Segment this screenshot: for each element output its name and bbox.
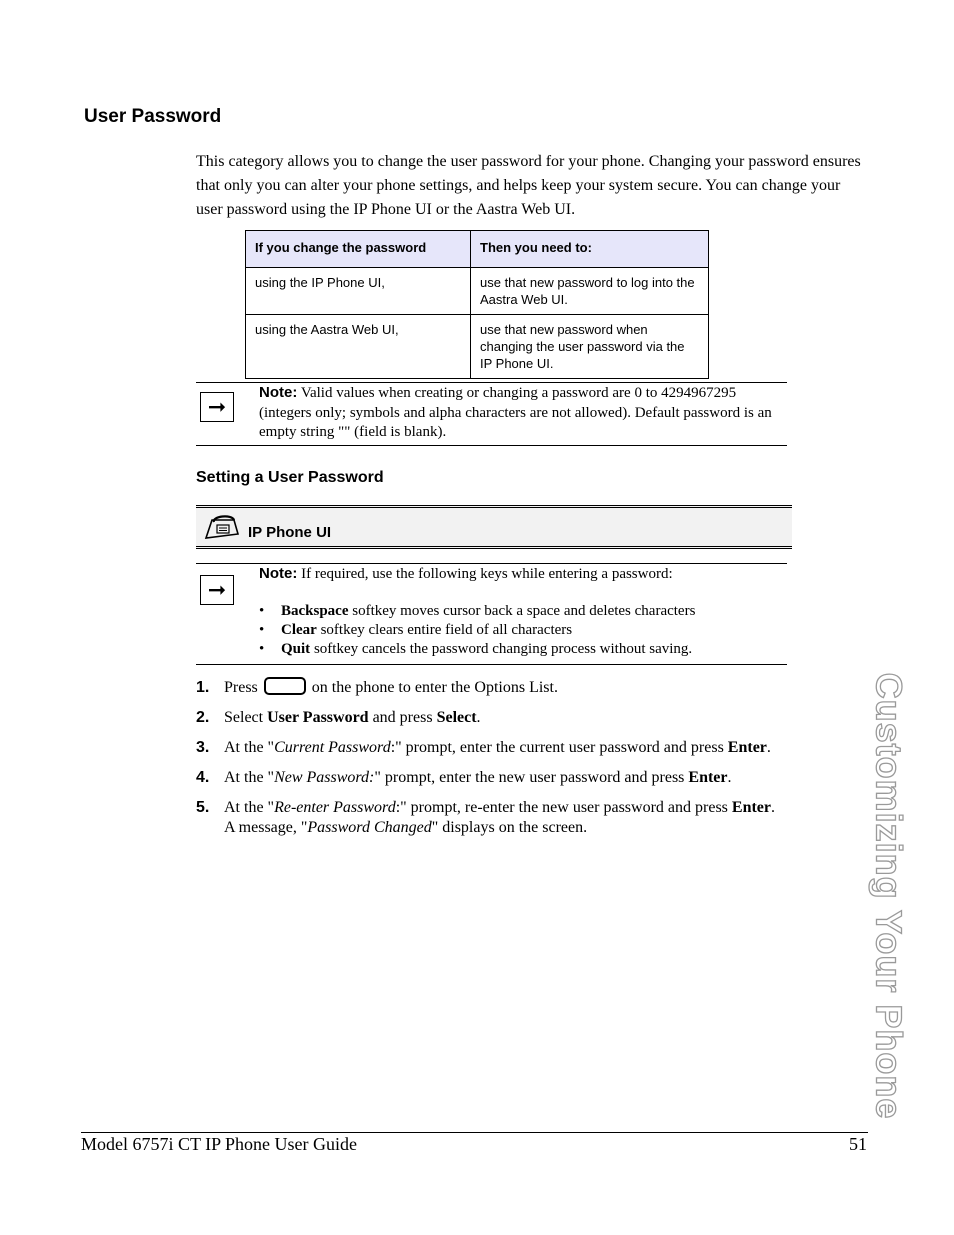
- step-text: At the ": [224, 769, 275, 786]
- step-prompt: Re-enter Password: [274, 799, 396, 816]
- intro-paragraph: This category allows you to change the user password for your phone. Changing your password ensures that only you can alter your phone settings, and helps keep your system secure. You can change your user password using the IP Phone UI or the Aastra Web UI.: [196, 153, 861, 218]
- ip-phone-ui-label: IP Phone UI: [248, 524, 332, 541]
- step-text: Press: [224, 679, 258, 696]
- note-box-password-values: [196, 382, 787, 446]
- note-text: [259, 383, 777, 443]
- list-item: [259, 602, 777, 621]
- key-name: Clear: [281, 621, 317, 638]
- footer-title: Model 6757i CT IP Phone User Guide: [81, 1134, 357, 1154]
- step-number: 3.: [196, 739, 210, 756]
- key-bullet-list: [259, 602, 777, 659]
- note-label: Note:: [259, 565, 298, 582]
- step-1: [196, 678, 836, 698]
- step-text: At the ": [224, 799, 275, 816]
- step-text: Select: [224, 709, 268, 726]
- phone-icon: [204, 514, 240, 540]
- list-item: [259, 621, 777, 640]
- note-text: [259, 564, 777, 659]
- step-text: :" prompt, re-enter the new user password and press: [395, 799, 732, 816]
- step-text: A message, ": [224, 819, 308, 836]
- step-text: :" prompt, enter the current user password and press: [390, 739, 728, 756]
- table-cell: using the Aastra Web UI,: [246, 315, 471, 379]
- key-description: softkey cancels the password changing process without saving.: [313, 640, 693, 657]
- step-number: 1.: [196, 679, 210, 696]
- step-text: .: [727, 769, 732, 786]
- side-tab: [858, 672, 918, 1120]
- step-emphasis: Select: [436, 709, 477, 726]
- footer-divider: [81, 1132, 868, 1133]
- section-title: User Password: [84, 106, 222, 127]
- key-description: softkey clears entire field of all characters: [320, 621, 573, 638]
- step-4: [196, 768, 836, 788]
- page-number: 51: [849, 1134, 867, 1154]
- key-name: Quit: [281, 640, 311, 657]
- step-number: 5.: [196, 799, 210, 816]
- note-box-keys: [196, 563, 787, 665]
- key-name: Backspace: [281, 602, 349, 619]
- table-header-cell: Then you need to:: [471, 231, 709, 268]
- note-body: If required, use the following keys while entering a password:: [301, 566, 673, 582]
- steps-list: [196, 678, 836, 838]
- arrow-right-icon: ➞: [200, 575, 234, 605]
- step-text: and press: [368, 709, 437, 726]
- step-emphasis: User Password: [267, 709, 369, 726]
- arrow-right-icon: ➞: [200, 392, 234, 422]
- table-header-row: [246, 231, 709, 268]
- step-text: " displays on the screen.: [431, 819, 588, 836]
- table-cell: use that new password when changing the user password via the IP Phone UI.: [471, 315, 709, 379]
- step-emphasis: Enter: [731, 799, 772, 816]
- step-text: .: [766, 739, 771, 756]
- step-text: At the ": [224, 739, 275, 756]
- side-tab-label: Customizing Your Phone: [868, 672, 910, 1120]
- step-number: 4.: [196, 769, 210, 786]
- step-emphasis: Enter: [727, 739, 767, 756]
- step-emphasis: Enter: [688, 769, 728, 786]
- table-row: [246, 315, 709, 379]
- note-label: Note:: [259, 384, 298, 401]
- subsection-title: Setting a User Password: [196, 469, 384, 486]
- table-cell: using the IP Phone UI,: [246, 268, 471, 315]
- step-text: " prompt, enter the new user password and press: [374, 769, 689, 786]
- step-prompt: New Password:: [274, 769, 375, 786]
- list-item: [259, 640, 777, 659]
- step-prompt: Current Password: [274, 739, 391, 756]
- step-3: [196, 738, 836, 758]
- step-text: .: [771, 799, 776, 816]
- note-body: Valid values when creating or changing a password are 0 to 4294967295 (integers only; symbols and alpha characters are not allowed). Default password is an empty string "" (field is blank).: [259, 385, 772, 440]
- step-message: Password Changed: [307, 819, 432, 836]
- password-change-table: [245, 230, 709, 379]
- key-description: softkey moves cursor back a space and deletes characters: [352, 602, 696, 619]
- step-text: on the phone to enter the Options List.: [311, 679, 558, 696]
- step-5: [196, 798, 836, 838]
- step-2: [196, 708, 836, 728]
- step-text: .: [476, 709, 481, 726]
- step-number: 2.: [196, 709, 210, 726]
- table-cell: use that new password to log into the Aastra Web UI.: [471, 268, 709, 315]
- ip-phone-ui-bar: [196, 505, 792, 549]
- table-row: [246, 268, 709, 315]
- table-header-cell: If you change the password: [246, 231, 471, 268]
- options-key-icon: [264, 677, 306, 695]
